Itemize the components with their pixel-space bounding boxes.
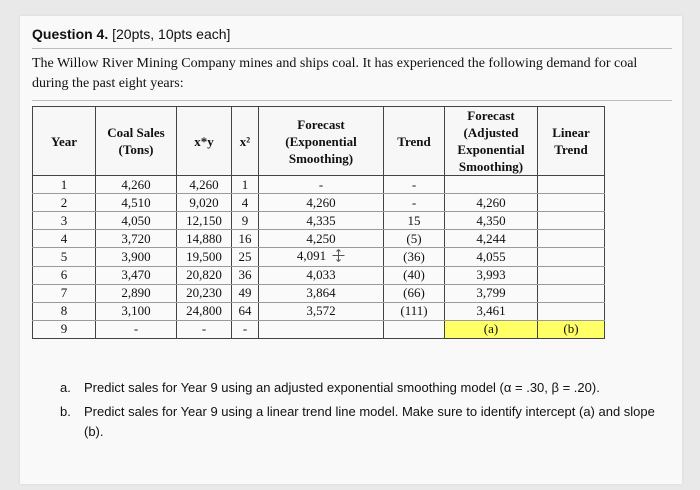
cell-forecast: 3,572 [259,302,384,320]
cell-linear [538,266,605,284]
cell-x2: 25 [232,248,259,267]
cell-sales: 4,260 [96,176,177,194]
cell-x2: 1 [232,176,259,194]
part-text: Predict sales for Year 9 using a linear trend line model. Make sure to identify intercept (a) and slope (b). [84,404,655,439]
cell-sales: 2,890 [96,284,177,302]
header-linear-trend: Linear Trend [538,107,605,176]
cell-forecast [259,320,384,338]
header-adjusted-forecast: Forecast (Adjusted Exponential Smoothing) [445,107,538,176]
cell-trend: (66) [384,284,445,302]
cell-x2: 16 [232,230,259,248]
cell-trend: 15 [384,212,445,230]
cell-linear [538,284,605,302]
cell-x2: 64 [232,302,259,320]
cell-x2: 4 [232,194,259,212]
cell-linear [538,194,605,212]
cell-forecast: 4,260 [259,194,384,212]
question-heading [32,26,230,42]
cell-year: 2 [33,194,96,212]
cell-forecast-with-cursor [259,248,384,267]
cell-forecast: 4,091 [296,248,327,263]
cell-x2: 49 [232,284,259,302]
cell-sales: - [96,320,177,338]
cell-trend: (111) [384,302,445,320]
question-number: Question 4. [32,26,109,42]
table-row [33,248,605,267]
cell-x2: 36 [232,266,259,284]
header-trend: Trend [384,107,445,176]
cell-xy: 4,260 [177,176,232,194]
question-parts [60,378,660,446]
cell-trend: - [384,176,445,194]
cell-xy: 12,150 [177,212,232,230]
divider [32,48,672,49]
cell-year: 6 [33,266,96,284]
cell-linear [538,248,605,267]
move-cursor-icon [332,249,345,266]
cell-year: 8 [33,302,96,320]
cell-xy: - [177,320,232,338]
cell-xy: 20,230 [177,284,232,302]
cell-trend: (36) [384,248,445,267]
cell-trend: - [384,194,445,212]
question-intro: The Willow River Mining Company mines and ships coal. It has experienced the following demand for coal during the past eight years: [32,56,638,91]
cell-forecast: 4,250 [259,230,384,248]
cell-year: 3 [33,212,96,230]
table-row [33,176,605,194]
cell-forecast: 3,864 [259,284,384,302]
header-xy: x*y [177,107,232,176]
table-row [33,194,605,212]
cell-year: 1 [33,176,96,194]
header-year: Year [33,107,96,176]
cell-year: 5 [33,248,96,267]
header-x-squared: x² [232,107,259,176]
question-points: [20pts, 10pts each] [112,26,231,42]
cell-sales: 4,050 [96,212,177,230]
table-header-row [33,107,605,176]
cell-xy: 24,800 [177,302,232,320]
cell-trend [384,320,445,338]
table-row [33,266,605,284]
cell-adjusted: 4,260 [445,194,538,212]
question-part-b [60,402,660,442]
cell-linear [538,302,605,320]
cell-sales: 4,510 [96,194,177,212]
cell-forecast: - [259,176,384,194]
cell-forecast: 4,033 [259,266,384,284]
cell-sales: 3,900 [96,248,177,267]
cell-x2: - [232,320,259,338]
cell-linear [538,230,605,248]
cell-xy: 14,880 [177,230,232,248]
cell-adjusted: 4,244 [445,230,538,248]
part-marker: a. [60,380,71,395]
cell-adjusted: 3,799 [445,284,538,302]
cell-forecast: 4,335 [259,212,384,230]
cell-trend: (40) [384,266,445,284]
cell-adjusted: 3,461 [445,302,538,320]
cell-year: 7 [33,284,96,302]
cell-year: 9 [33,320,96,338]
cell-xy: 20,820 [177,266,232,284]
header-coal-sales: Coal Sales (Tons) [96,107,177,176]
cell-linear-answer: (b) [538,320,605,338]
cell-adjusted-answer: (a) [445,320,538,338]
table-row [33,320,605,338]
cell-adjusted: 4,055 [445,248,538,267]
cell-sales: 3,470 [96,266,177,284]
cell-sales: 3,720 [96,230,177,248]
demand-table [32,106,605,339]
cell-x2: 9 [232,212,259,230]
table-row [33,302,605,320]
question-part-a [60,378,660,398]
cell-xy: 9,020 [177,194,232,212]
cell-year: 4 [33,230,96,248]
divider [32,100,672,101]
cell-sales: 3,100 [96,302,177,320]
table-row [33,212,605,230]
cell-linear [538,176,605,194]
cell-adjusted [445,176,538,194]
cell-adjusted: 3,993 [445,266,538,284]
cell-xy: 19,500 [177,248,232,267]
part-marker: b. [60,404,71,419]
cell-linear [538,212,605,230]
cell-trend: (5) [384,230,445,248]
table-row [33,284,605,302]
cell-adjusted: 4,350 [445,212,538,230]
part-text: Predict sales for Year 9 using an adjusted exponential smoothing model (α = .30, β = .20). [84,380,600,395]
header-forecast: Forecast (Exponential Smoothing) [259,107,384,176]
table-row [33,230,605,248]
